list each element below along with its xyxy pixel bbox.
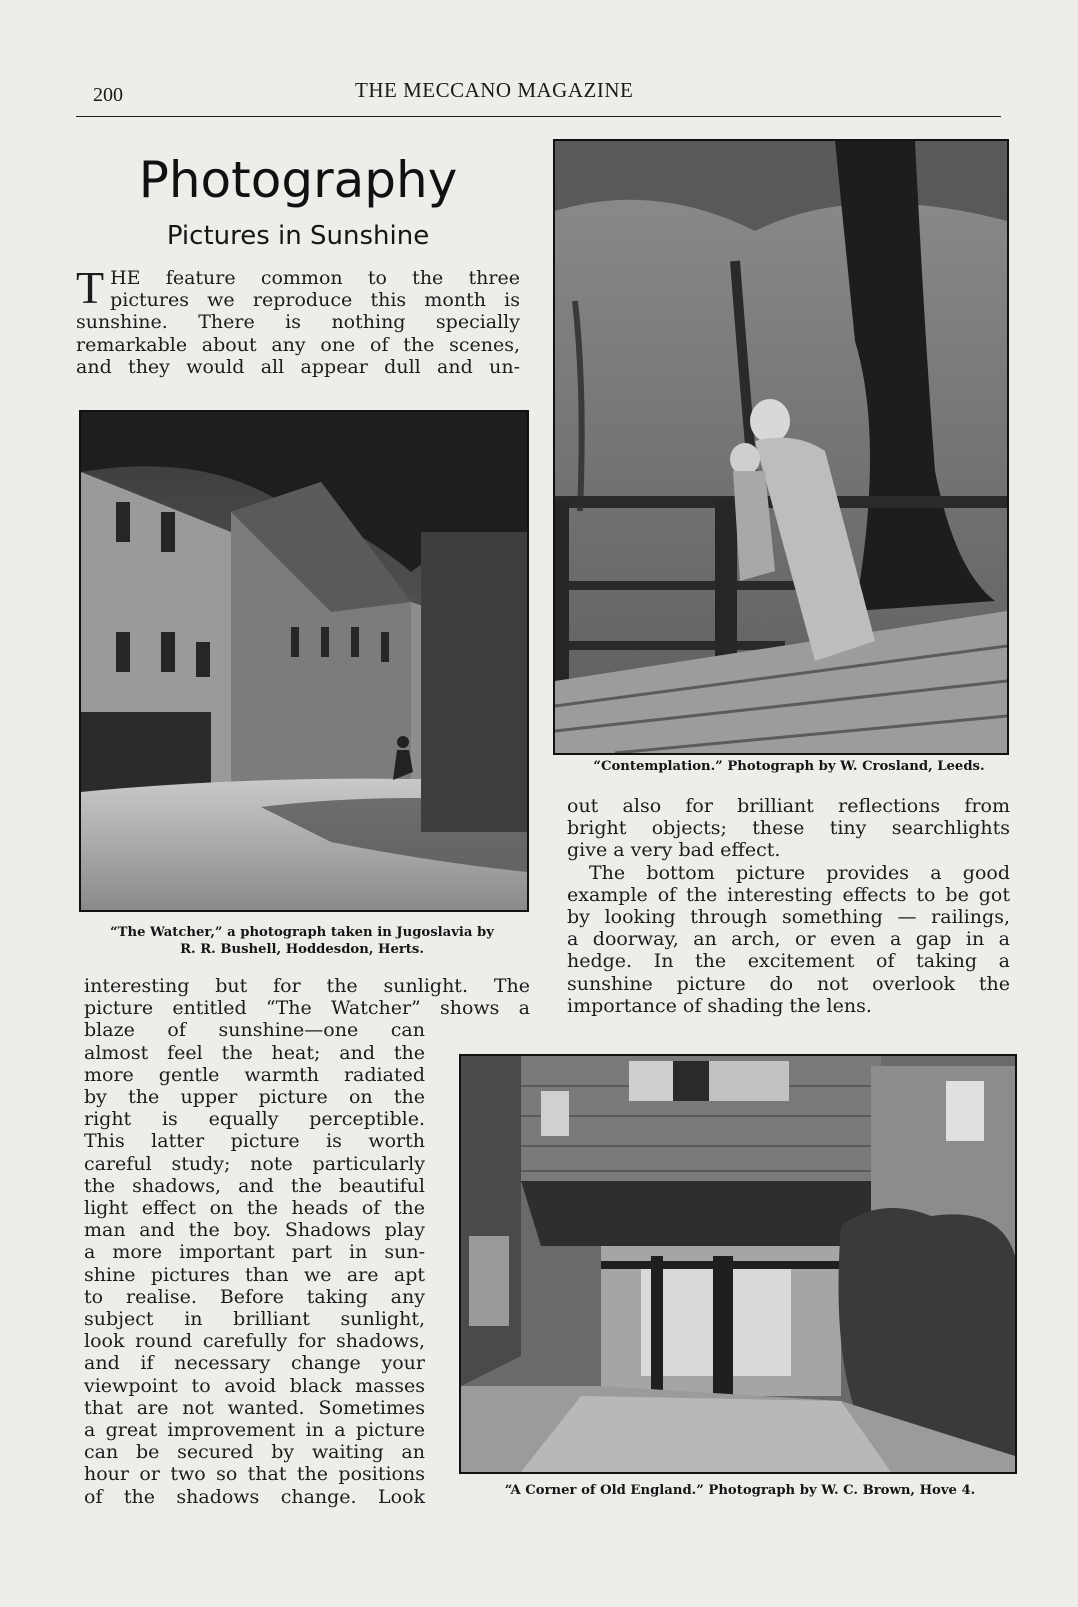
text-line: a more important part in sun- (84, 1241, 425, 1264)
text-line: a great improvement in a picture (84, 1419, 425, 1442)
text-line: This latter picture is worth (84, 1130, 425, 1153)
page-number: 200 (93, 84, 123, 106)
text-line: and if necessary change your (84, 1352, 425, 1375)
text-line: example of the interesting effects to be got (567, 883, 1010, 906)
caption-contemplation: “Contemplation.” Photograph by W. Crosland, Leeds. (593, 759, 985, 774)
photo-corner-of-old-england (459, 1054, 1017, 1474)
text-line: sunshine picture do not overlook the (567, 972, 1010, 995)
text-line: that are not wanted. Sometimes (84, 1396, 425, 1419)
text-line: by the upper picture on the (84, 1086, 425, 1109)
text-line: viewpoint to avoid black masses (84, 1374, 425, 1397)
text-line: interesting but for the sunlight. The (84, 975, 530, 997)
text-line: of the shadows change. Look (84, 1485, 425, 1508)
text-line: the shadows, and the beautiful (84, 1174, 425, 1197)
running-title: THE MECCANO MAGAZINE (355, 78, 634, 102)
left-column-text (84, 975, 530, 1508)
text-line: hedge. In the excitement of taking a (567, 950, 1010, 973)
text-line: picture entitled “The Watcher” shows a (84, 997, 530, 1020)
text-line: blaze of sunshine—one can (84, 1019, 425, 1042)
intro-paragraph (76, 262, 520, 378)
text-line: careful study; note particularly (84, 1152, 425, 1175)
text-line: a doorway, an arch, or even a gap in a (567, 928, 1010, 951)
text-line: to realise. Before taking any (84, 1285, 425, 1308)
text-line: right is equally perceptible. (84, 1108, 425, 1131)
right-column-text (567, 795, 1010, 1017)
text-line: pictures we reproduce this month is (110, 289, 520, 312)
text-line: subject in brilliant sunlight, (84, 1308, 425, 1331)
caption-the-watcher (79, 924, 525, 958)
text-line: more gentle warmth radiated (84, 1063, 425, 1086)
text-line: out also for brilliant reflections from (567, 795, 1010, 817)
text-line: can be secured by waiting an (84, 1441, 425, 1464)
text-line: The bottom picture provides a good (589, 861, 1010, 884)
text-line: and they would all appear dull and un- (76, 355, 520, 378)
text-line: HE feature common to the three (110, 267, 520, 289)
text-line: shine pictures than we are apt (84, 1263, 425, 1286)
text-line: light effect on the heads of the (84, 1197, 425, 1220)
article-title: Photography (138, 151, 458, 209)
article-subtitle: Pictures in Sunshine (166, 221, 430, 251)
text-line: bright objects; these tiny searchlights (567, 817, 1010, 840)
caption-line: R. R. Bushell, Hoddesdon, Herts. (180, 942, 424, 957)
caption-line: “The Watcher,” a photograph taken in Jugoslavia by (110, 925, 494, 940)
text-line: by looking through something — railings, (567, 906, 1010, 929)
text-line: importance of shading the lens. (567, 994, 872, 1017)
text-line: man and the boy. Shadows play (84, 1219, 425, 1242)
header-rule (76, 116, 1001, 117)
text-line: remarkable about any one of the scenes, (76, 333, 520, 356)
drop-cap: T (76, 262, 105, 313)
photo-contemplation (553, 139, 1009, 755)
text-line: look round carefully for shadows, (84, 1330, 425, 1353)
text-line: almost feel the heat; and the (84, 1041, 425, 1064)
text-line: sunshine. There is nothing specially (76, 311, 520, 334)
caption-corner-of-old-england: “A Corner of Old England.” Photograph by W. C. Brown, Hove 4. (504, 1483, 976, 1498)
text-line: give a very bad effect. (567, 839, 781, 862)
photo-the-watcher (79, 410, 529, 912)
text-line: hour or two so that the positions (84, 1463, 425, 1486)
